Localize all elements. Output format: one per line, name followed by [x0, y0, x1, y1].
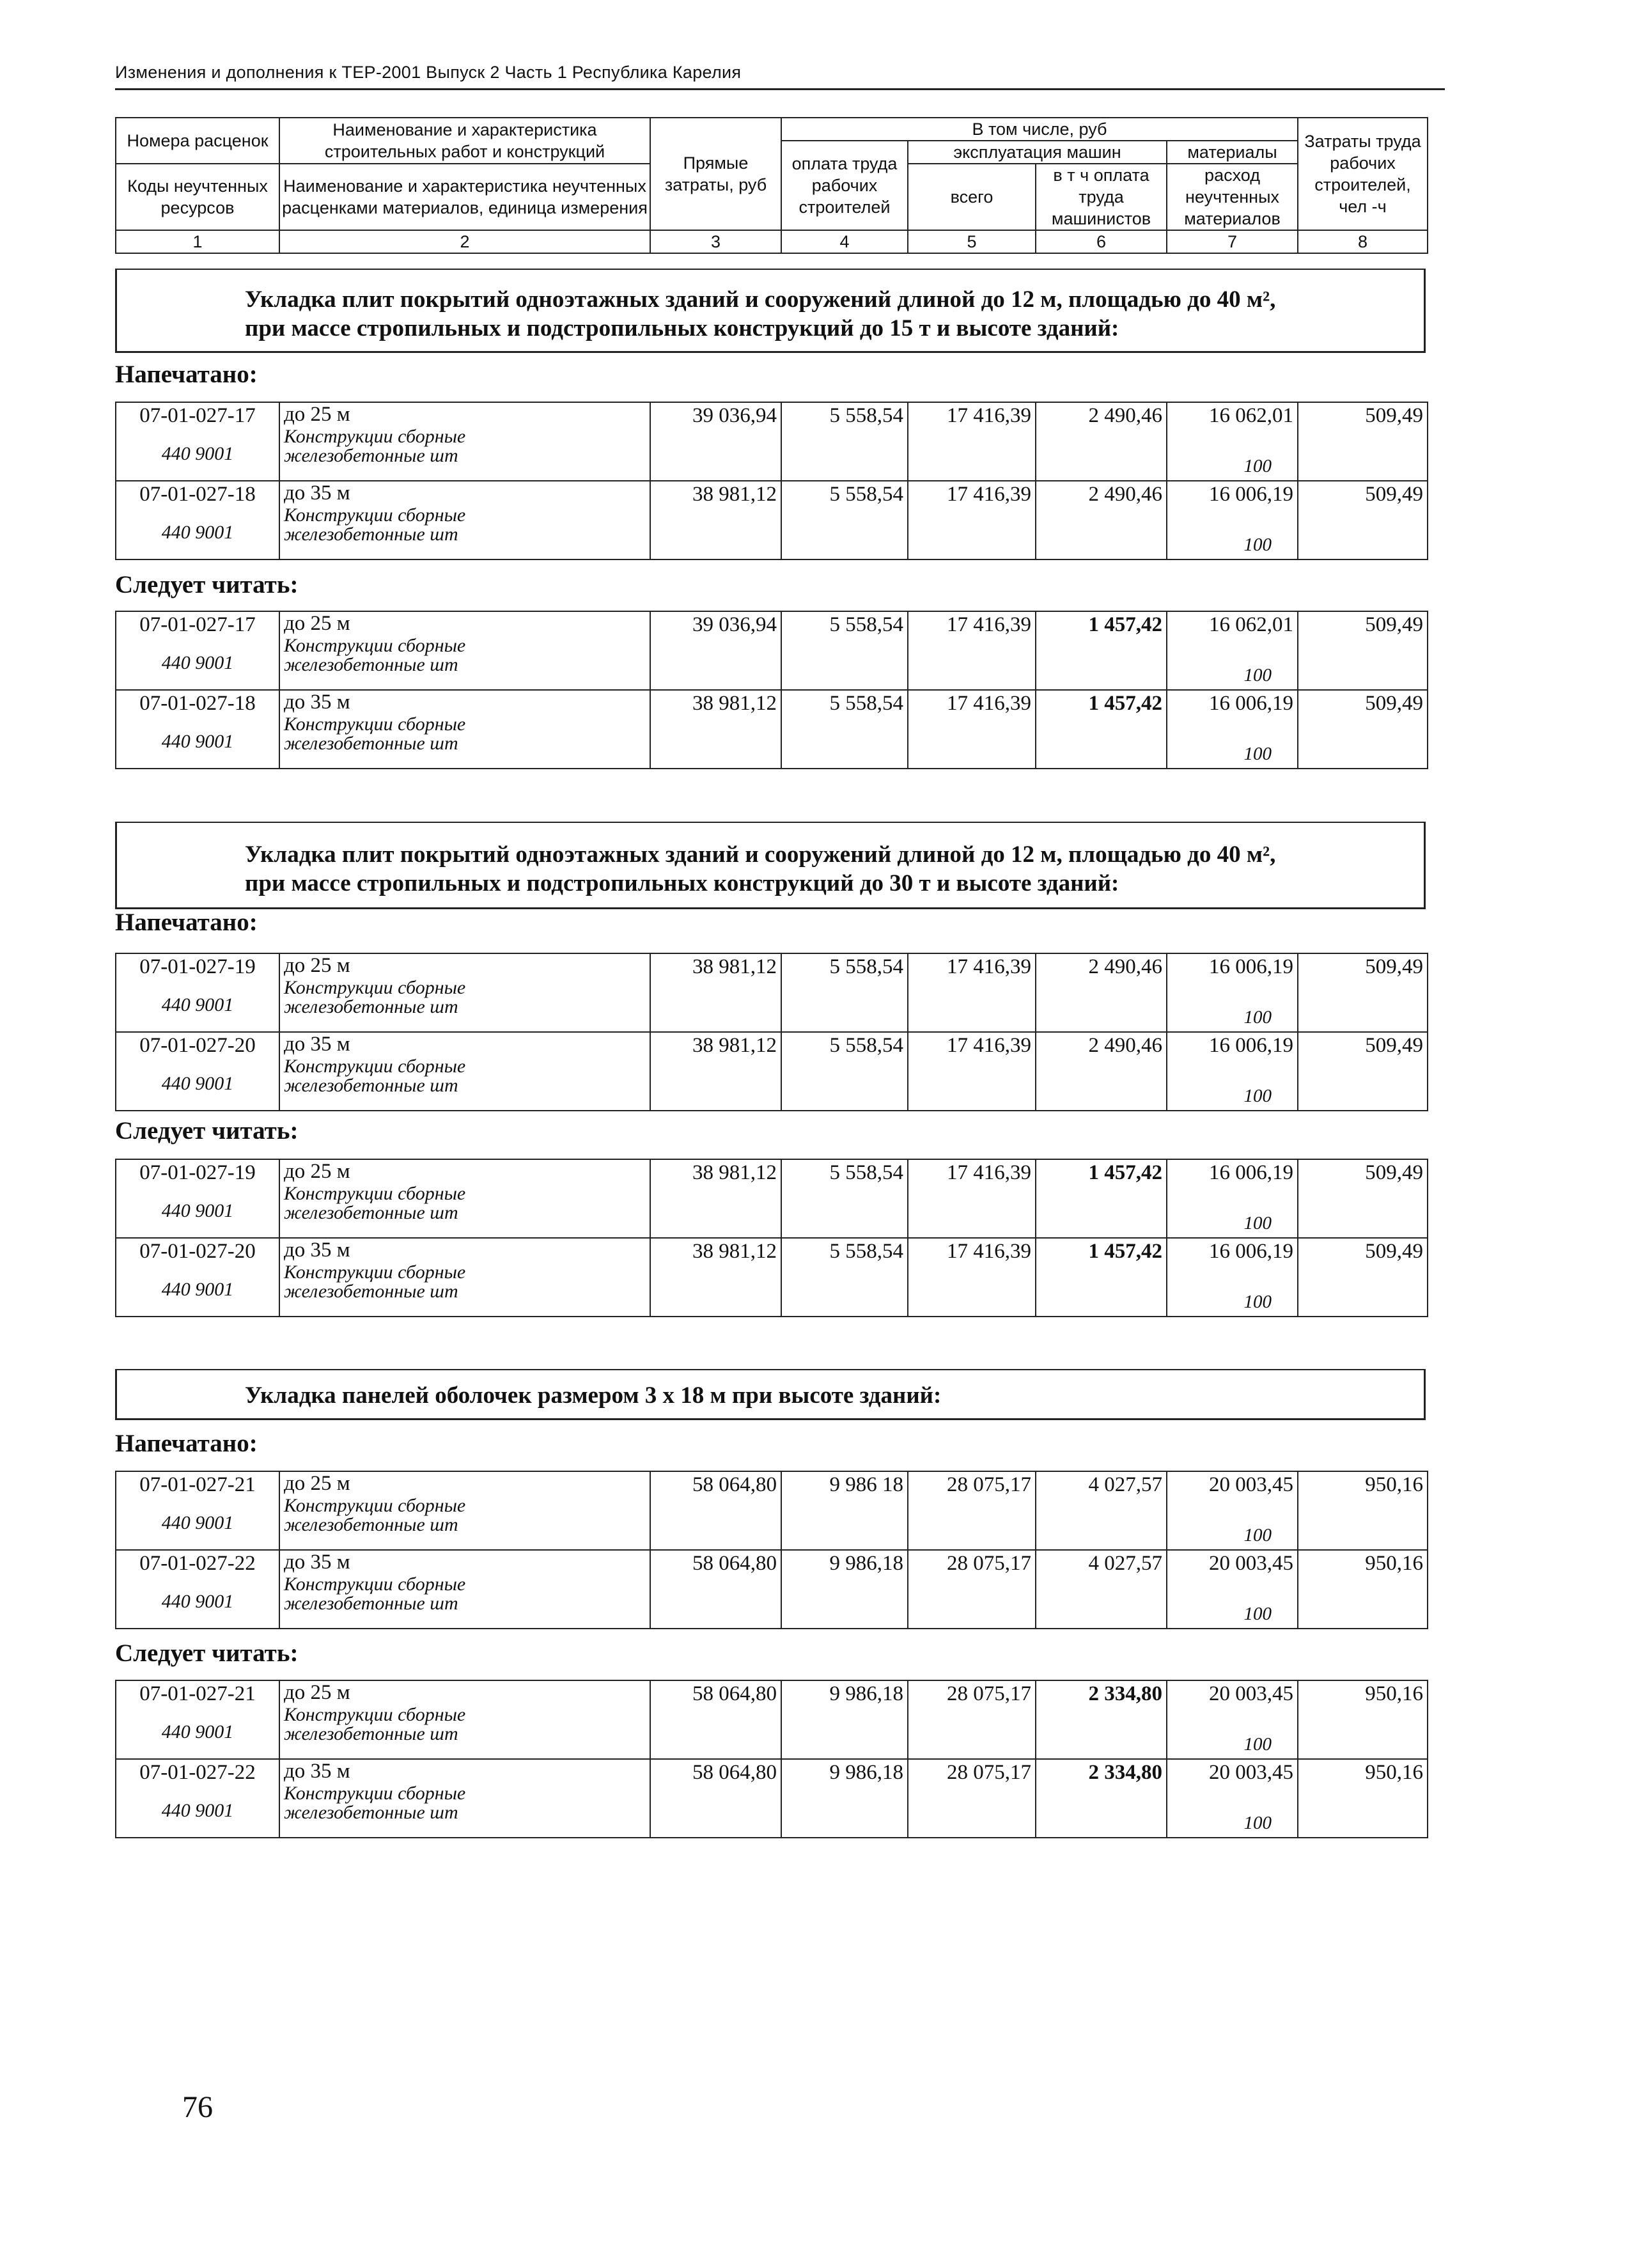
machine-total: 17 416,39	[908, 1159, 1036, 1184]
machine-total: 17 416,39	[908, 402, 1036, 427]
labor-cost: 5 558,54	[781, 953, 908, 978]
labor-hours: 509,49	[1298, 611, 1428, 636]
direct-cost: 38 981,12	[650, 1238, 781, 1263]
resource-row	[116, 1057, 1428, 1111]
direct-cost: 58 064,80	[650, 1759, 781, 1784]
empty-cell	[650, 1263, 781, 1317]
col4-header: оплата труда рабочих строителей	[781, 141, 908, 230]
header-rule	[115, 88, 1445, 90]
machine-total: 28 075,17	[908, 1550, 1036, 1575]
machine-labor: 2 490,46	[1036, 481, 1167, 506]
resource-name	[279, 427, 650, 481]
empty-cell	[781, 715, 908, 769]
materials-cost: 16 006,19	[1167, 1238, 1298, 1263]
table-row	[116, 953, 1428, 978]
empty-cell	[1036, 1496, 1167, 1550]
resource-quantity: 100	[1167, 636, 1298, 690]
labor-cost: 9 986,18	[781, 1680, 908, 1705]
col6-header: в т ч оплата труда машинистов	[1036, 164, 1167, 230]
work-name: до 25 м	[279, 1159, 650, 1184]
resource-name-line: Конструкции сборные	[284, 1183, 466, 1204]
materials-cost: 20 003,45	[1167, 1759, 1298, 1784]
empty-cell	[650, 715, 781, 769]
labor-cost: 5 558,54	[781, 402, 908, 427]
resource-name	[279, 1184, 650, 1238]
section-title-box	[115, 822, 1426, 909]
resource-name-line: Конструкции сборные	[284, 1574, 466, 1595]
machine-labor: 4 027,57	[1036, 1550, 1167, 1575]
resource-quantity: 100	[1167, 1057, 1298, 1111]
resource-name-line: Конструкции сборные	[284, 1262, 466, 1283]
work-name: до 25 м	[279, 953, 650, 978]
labor-hours: 950,16	[1298, 1550, 1428, 1575]
resource-name-line: железобетонные шт	[284, 1281, 458, 1302]
resource-code: 440 9001	[116, 978, 279, 1032]
machine-total: 17 416,39	[908, 1032, 1036, 1057]
resource-row	[116, 978, 1428, 1032]
table-row	[116, 1759, 1428, 1784]
table-row	[116, 402, 1428, 427]
col1-top-header: Номера расценок	[116, 118, 279, 164]
empty-cell	[781, 427, 908, 481]
empty-cell	[1036, 1263, 1167, 1317]
labor-cost: 9 986,18	[781, 1550, 908, 1575]
resource-name-line: Конструкции сборные	[284, 1704, 466, 1725]
machine-total: 28 075,17	[908, 1759, 1036, 1784]
empty-cell	[1036, 1184, 1167, 1238]
resource-name-line: Конструкции сборные	[284, 635, 466, 656]
empty-cell	[781, 1575, 908, 1629]
should-read-label: Следует читать:	[115, 1639, 299, 1667]
machines-header: эксплуатация машин	[908, 141, 1167, 164]
labor-cost: 5 558,54	[781, 1032, 908, 1057]
resource-name-line: Конструкции сборные	[284, 1056, 466, 1077]
empty-cell	[650, 1705, 781, 1759]
rate-code: 07-01-027-17	[116, 611, 279, 636]
empty-cell	[781, 978, 908, 1032]
resource-code: 440 9001	[116, 1496, 279, 1550]
empty-cell	[908, 1184, 1036, 1238]
table-row	[116, 1238, 1428, 1263]
resource-name-line: Конструкции сборные	[284, 504, 466, 526]
col-number: 4	[781, 230, 908, 253]
col-number: 7	[1167, 230, 1298, 253]
resource-name	[279, 1496, 650, 1550]
empty-cell	[1298, 715, 1428, 769]
printed-label: Напечатано:	[115, 909, 258, 936]
empty-cell	[1036, 1057, 1167, 1111]
materials-cost: 16 006,19	[1167, 1032, 1298, 1057]
printed-table	[115, 402, 1428, 560]
resource-name	[279, 978, 650, 1032]
table-row	[116, 481, 1428, 506]
resource-name-line: железобетонные шт	[284, 1514, 458, 1535]
running-header: Изменения и дополнения к ТЕР-2001 Выпуск 2 Часть 1 Республика Карелия	[115, 63, 742, 82]
empty-cell	[650, 978, 781, 1032]
printed-label: Напечатано:	[115, 1430, 258, 1457]
direct-cost: 58 064,80	[650, 1680, 781, 1705]
empty-cell	[908, 1263, 1036, 1317]
resource-quantity: 100	[1167, 1575, 1298, 1629]
empty-cell	[1298, 636, 1428, 690]
direct-cost: 39 036,94	[650, 611, 781, 636]
resource-name-line: железобетонные шт	[284, 1593, 458, 1614]
labor-cost: 9 986 18	[781, 1471, 908, 1496]
labor-hours: 509,49	[1298, 402, 1428, 427]
should-read-table	[115, 1159, 1428, 1317]
empty-cell	[781, 506, 908, 559]
machine-labor: 2 334,80	[1036, 1759, 1167, 1784]
labor-hours: 950,16	[1298, 1471, 1428, 1496]
machine-total: 17 416,39	[908, 481, 1036, 506]
work-name: до 25 м	[279, 611, 650, 636]
resource-row	[116, 1496, 1428, 1550]
resource-name	[279, 1784, 650, 1838]
col3-header: Прямые затраты, руб	[650, 118, 781, 230]
materials-cost: 16 006,19	[1167, 481, 1298, 506]
should-read-label: Следует читать:	[115, 1117, 299, 1145]
resource-code: 440 9001	[116, 427, 279, 481]
resource-row	[116, 1263, 1428, 1317]
printed-table	[115, 953, 1428, 1111]
group-header: В том числе, руб	[781, 118, 1298, 141]
direct-cost: 58 064,80	[650, 1471, 781, 1496]
machine-total: 28 075,17	[908, 1680, 1036, 1705]
direct-cost: 38 981,12	[650, 481, 781, 506]
resource-code: 440 9001	[116, 715, 279, 769]
empty-cell	[1036, 715, 1167, 769]
col2-top-header: Наименование и характеристика строительных работ и конструкций	[279, 118, 650, 164]
resource-name-line: Конструкции сборные	[284, 977, 466, 998]
empty-cell	[1298, 1184, 1428, 1238]
labor-hours: 509,49	[1298, 1238, 1428, 1263]
work-name: до 25 м	[279, 1471, 650, 1496]
col-number: 8	[1298, 230, 1428, 253]
empty-cell	[650, 1184, 781, 1238]
rate-code: 07-01-027-19	[116, 953, 279, 978]
rate-code: 07-01-027-21	[116, 1680, 279, 1705]
machine-labor: 2 334,80	[1036, 1680, 1167, 1705]
work-name: до 35 м	[279, 1238, 650, 1263]
labor-cost: 5 558,54	[781, 1238, 908, 1263]
empty-cell	[908, 1705, 1036, 1759]
resource-name-line: железобетонные шт	[284, 1202, 458, 1223]
resource-code: 440 9001	[116, 506, 279, 559]
resource-name	[279, 715, 650, 769]
machine-labor: 4 027,57	[1036, 1471, 1167, 1496]
col1-bottom-header: Коды неучтенных ресурсов	[116, 164, 279, 230]
printed-table	[115, 1471, 1428, 1629]
table-row	[116, 1032, 1428, 1057]
section-title: Укладка панелей оболочек размером 3 х 18 м при высоте зданий:	[245, 1382, 942, 1409]
empty-cell	[908, 978, 1036, 1032]
should-read-table	[115, 611, 1428, 769]
labor-cost: 5 558,54	[781, 481, 908, 506]
work-name: до 35 м	[279, 1550, 650, 1575]
resource-name-line: Конструкции сборные	[284, 1783, 466, 1804]
empty-cell	[1298, 1057, 1428, 1111]
labor-hours: 950,16	[1298, 1680, 1428, 1705]
empty-cell	[1036, 1705, 1167, 1759]
resource-name-line: железобетонные шт	[284, 733, 458, 754]
resource-row	[116, 506, 1428, 559]
empty-cell	[650, 506, 781, 559]
resource-row	[116, 1705, 1428, 1759]
work-name: до 35 м	[279, 481, 650, 506]
section-title: Укладка плит покрытий одноэтажных зданий и сооружений длиной до 12 м, площадью до 40 м², при массе стропильных и подстропильных конструкций до 15 т и высоте зданий:	[245, 286, 1276, 341]
empty-cell	[650, 1784, 781, 1838]
materials-cost: 16 006,19	[1167, 690, 1298, 715]
resource-quantity: 100	[1167, 1184, 1298, 1238]
empty-cell	[1298, 506, 1428, 559]
empty-cell	[1036, 1784, 1167, 1838]
section-title-box	[115, 269, 1426, 353]
table-row	[116, 1471, 1428, 1496]
resource-code: 440 9001	[116, 1184, 279, 1238]
empty-cell	[1036, 1575, 1167, 1629]
resource-name-line: железобетонные шт	[284, 1802, 458, 1823]
col-number: 2	[279, 230, 650, 253]
labor-cost: 5 558,54	[781, 690, 908, 715]
machine-labor: 1 457,42	[1036, 611, 1167, 636]
col5-header: всего	[908, 164, 1036, 230]
empty-cell	[781, 1784, 908, 1838]
col-number: 6	[1036, 230, 1167, 253]
labor-hours: 950,16	[1298, 1759, 1428, 1784]
materials-cost: 20 003,45	[1167, 1550, 1298, 1575]
empty-cell	[650, 427, 781, 481]
empty-cell	[650, 636, 781, 690]
empty-cell	[781, 1263, 908, 1317]
machine-total: 17 416,39	[908, 1238, 1036, 1263]
work-name: до 35 м	[279, 1032, 650, 1057]
resource-name-line: железобетонные шт	[284, 524, 458, 545]
rate-code: 07-01-027-21	[116, 1471, 279, 1496]
col-number: 3	[650, 230, 781, 253]
page-number: 76	[182, 2090, 213, 2124]
col-number: 1	[116, 230, 279, 253]
materials-cost: 16 062,01	[1167, 611, 1298, 636]
resource-name-line: Конструкции сборные	[284, 1495, 466, 1516]
resource-quantity: 100	[1167, 1496, 1298, 1550]
machine-total: 17 416,39	[908, 611, 1036, 636]
direct-cost: 38 981,12	[650, 1159, 781, 1184]
empty-cell	[650, 1575, 781, 1629]
table-row	[116, 690, 1428, 715]
empty-cell	[1036, 978, 1167, 1032]
machine-total: 17 416,39	[908, 690, 1036, 715]
labor-hours: 509,49	[1298, 953, 1428, 978]
rate-code: 07-01-027-19	[116, 1159, 279, 1184]
resource-name-line: железобетонные шт	[284, 996, 458, 1017]
empty-cell	[1298, 1784, 1428, 1838]
work-name: до 25 м	[279, 1680, 650, 1705]
empty-cell	[908, 506, 1036, 559]
resource-row	[116, 636, 1428, 690]
resource-code: 440 9001	[116, 1263, 279, 1317]
rate-code: 07-01-027-22	[116, 1550, 279, 1575]
empty-cell	[1036, 506, 1167, 559]
resource-quantity: 100	[1167, 978, 1298, 1032]
empty-cell	[781, 636, 908, 690]
direct-cost: 38 981,12	[650, 690, 781, 715]
resource-quantity: 100	[1167, 1263, 1298, 1317]
table-row	[116, 1550, 1428, 1575]
table-row	[116, 1159, 1428, 1184]
rate-code: 07-01-027-20	[116, 1238, 279, 1263]
resource-row	[116, 1784, 1428, 1838]
col-number: 5	[908, 230, 1036, 253]
resource-quantity: 100	[1167, 715, 1298, 769]
empty-cell	[1036, 427, 1167, 481]
direct-cost: 39 036,94	[650, 402, 781, 427]
resource-name	[279, 1575, 650, 1629]
resource-quantity: 100	[1167, 1705, 1298, 1759]
empty-cell	[1298, 1575, 1428, 1629]
materials-cost: 16 006,19	[1167, 953, 1298, 978]
resource-name-line: железобетонные шт	[284, 1075, 458, 1096]
labor-cost: 5 558,54	[781, 611, 908, 636]
work-name: до 35 м	[279, 1759, 650, 1784]
resource-name-line: Конструкции сборные	[284, 714, 466, 735]
empty-cell	[1298, 1496, 1428, 1550]
direct-cost: 58 064,80	[650, 1550, 781, 1575]
machine-total: 28 075,17	[908, 1471, 1036, 1496]
work-name: до 25 м	[279, 402, 650, 427]
section-title-box	[115, 1369, 1426, 1420]
rate-code: 07-01-027-17	[116, 402, 279, 427]
resource-name	[279, 1057, 650, 1111]
col8-header: Затраты труда рабочих строителей, чел -ч	[1298, 118, 1428, 230]
machine-labor: 2 490,46	[1036, 1032, 1167, 1057]
empty-cell	[1298, 1705, 1428, 1759]
empty-cell	[781, 1496, 908, 1550]
resource-code: 440 9001	[116, 636, 279, 690]
resource-name-line: железобетонные шт	[284, 445, 458, 466]
printed-label: Напечатано:	[115, 361, 258, 388]
resource-quantity: 100	[1167, 506, 1298, 559]
empty-cell	[908, 1496, 1036, 1550]
empty-cell	[781, 1184, 908, 1238]
rate-code: 07-01-027-18	[116, 481, 279, 506]
rate-code: 07-01-027-22	[116, 1759, 279, 1784]
resource-name	[279, 506, 650, 559]
rate-code: 07-01-027-20	[116, 1032, 279, 1057]
direct-cost: 38 981,12	[650, 1032, 781, 1057]
labor-cost: 9 986,18	[781, 1759, 908, 1784]
labor-hours: 509,49	[1298, 1032, 1428, 1057]
col7-header: расход неучтенных материалов	[1167, 164, 1298, 230]
machine-labor: 1 457,42	[1036, 690, 1167, 715]
machine-labor: 1 457,42	[1036, 1159, 1167, 1184]
materials-cost: 16 006,19	[1167, 1159, 1298, 1184]
table-row	[116, 1680, 1428, 1705]
resource-quantity: 100	[1167, 427, 1298, 481]
resource-code: 440 9001	[116, 1705, 279, 1759]
empty-cell	[908, 636, 1036, 690]
materials-cost: 20 003,45	[1167, 1680, 1298, 1705]
rate-code: 07-01-027-18	[116, 690, 279, 715]
direct-cost: 38 981,12	[650, 953, 781, 978]
resource-row	[116, 1184, 1428, 1238]
work-name: до 35 м	[279, 690, 650, 715]
empty-cell	[908, 1784, 1036, 1838]
labor-hours: 509,49	[1298, 690, 1428, 715]
should-read-table	[115, 1680, 1428, 1838]
materials-cost: 20 003,45	[1167, 1471, 1298, 1496]
materials-header: материалы	[1167, 141, 1298, 164]
should-read-label: Следует читать:	[115, 571, 299, 598]
labor-hours: 509,49	[1298, 1159, 1428, 1184]
resource-code: 440 9001	[116, 1057, 279, 1111]
resource-name-line: Конструкции сборные	[284, 426, 466, 447]
labor-cost: 5 558,54	[781, 1159, 908, 1184]
resource-row	[116, 427, 1428, 481]
empty-cell	[650, 1057, 781, 1111]
machine-labor: 1 457,42	[1036, 1238, 1167, 1263]
resource-quantity: 100	[1167, 1784, 1298, 1838]
empty-cell	[781, 1057, 908, 1111]
machine-labor: 2 490,46	[1036, 953, 1167, 978]
resource-code: 440 9001	[116, 1784, 279, 1838]
resource-name	[279, 1263, 650, 1317]
materials-cost: 16 062,01	[1167, 402, 1298, 427]
resource-row	[116, 715, 1428, 769]
machine-labor: 2 490,46	[1036, 402, 1167, 427]
resource-name-line: железобетонные шт	[284, 654, 458, 675]
resource-code: 440 9001	[116, 1575, 279, 1629]
section-title: Укладка плит покрытий одноэтажных зданий и сооружений длиной до 12 м, площадью до 40 м², при массе стропильных и подстропильных конструкций до 30 т и высоте зданий:	[245, 841, 1276, 896]
empty-cell	[908, 1575, 1036, 1629]
resource-row	[116, 1575, 1428, 1629]
machine-total: 17 416,39	[908, 953, 1036, 978]
empty-cell	[908, 715, 1036, 769]
empty-cell	[908, 427, 1036, 481]
col2-bottom-header: Наименование и характеристика неучтенных расценками материалов, единица измерения	[279, 164, 650, 230]
column-header-table	[115, 117, 1428, 254]
empty-cell	[1298, 1263, 1428, 1317]
empty-cell	[650, 1496, 781, 1550]
resource-name-line: железобетонные шт	[284, 1723, 458, 1744]
empty-cell	[781, 1705, 908, 1759]
empty-cell	[1298, 978, 1428, 1032]
resource-name	[279, 1705, 650, 1759]
empty-cell	[908, 1057, 1036, 1111]
empty-cell	[1298, 427, 1428, 481]
resource-name	[279, 636, 650, 690]
empty-cell	[1036, 636, 1167, 690]
labor-hours: 509,49	[1298, 481, 1428, 506]
table-row	[116, 611, 1428, 636]
